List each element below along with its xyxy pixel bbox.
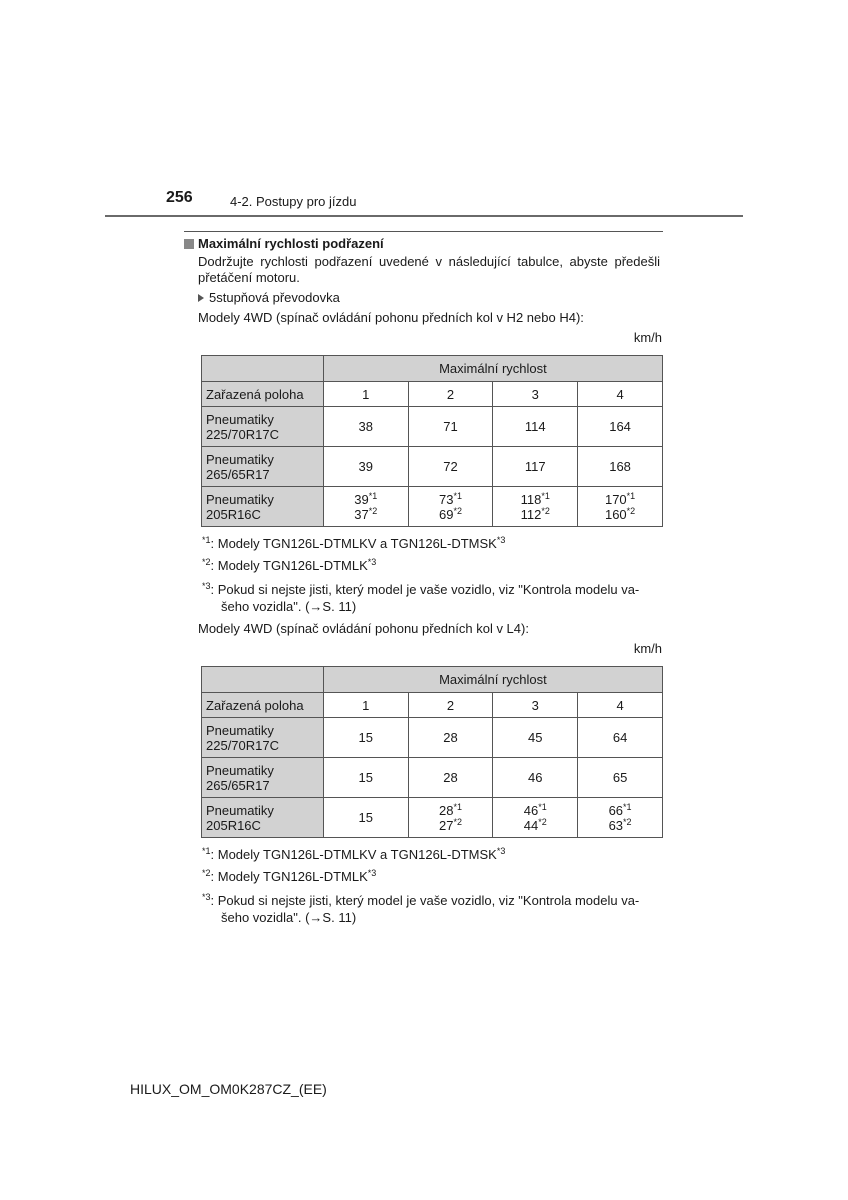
row-header: Zařazená poloha <box>202 693 324 718</box>
gear-header: 1 <box>323 693 408 718</box>
blank-corner-cell <box>202 667 324 693</box>
speed-cell: 15 <box>323 718 408 758</box>
gear-header: 2 <box>408 382 493 407</box>
tyre-label: Pneumatiky 205R16C <box>202 798 324 838</box>
speed-cell-pair: 46$^{*1}$ 44$^{*2}$ <box>493 798 578 838</box>
footnote-2: $^{*2}$: Modely TGN126L-DTMLK$^{*3}$ <box>202 868 377 884</box>
speed-cell: 45 <box>493 718 578 758</box>
section-rule <box>184 231 663 232</box>
speed-cell: 72 <box>408 447 493 487</box>
footnote-1: $^{*1}$: Modely TGN126L-DTMLKV a TGN126L-DTMSK$^{*3}$ <box>202 535 506 551</box>
square-bullet-icon <box>184 239 194 249</box>
speed-cell: 15 <box>323 758 408 798</box>
tyre-label: Pneumatiky 265/65R17 <box>202 447 324 487</box>
gear-header: 3 <box>493 382 578 407</box>
row-header: Zařazená poloha <box>202 382 324 407</box>
speed-cell: 164 <box>578 407 663 447</box>
tyre-label: Pneumatiky 225/70R17C <box>202 407 324 447</box>
gear-header: 4 <box>578 382 663 407</box>
speed-cell-pair: 28$^{*1}$ 27$^{*2}$ <box>408 798 493 838</box>
footnote-3: $^{*3}$: Pokud si nejste jisti, který model je vaše vozidlo, viz "Kontrola modelu va- šeho vozidla". (→S. 11) <box>202 581 640 614</box>
page-number: 256 <box>166 189 193 206</box>
gear-header: 3 <box>493 693 578 718</box>
blank-corner-cell <box>202 356 324 382</box>
tyre-label: Pneumatiky 205R16C <box>202 487 324 527</box>
speed-cell: 39 <box>323 447 408 487</box>
speed-cell-pair: 73$^{*1}$ 69$^{*2}$ <box>408 487 493 527</box>
footnote-3: $^{*3}$: Pokud si nejste jisti, který model je vaše vozidlo, viz "Kontrola modelu va- šeho vozidla". (→S. 11) <box>202 892 640 925</box>
speed-cell: 64 <box>578 718 663 758</box>
section-title-text: Maximální rychlosti podřazení <box>198 236 384 251</box>
speed-cell-pair: 170$^{*1}$ 160$^{*2}$ <box>578 487 663 527</box>
triangle-bullet-icon <box>198 294 204 302</box>
section-intro: Dodržujte rychlosti podřazení uvedené v následující tabulce, abyste předešli přetáčení motoru. <box>198 254 660 285</box>
speed-cell: 114 <box>493 407 578 447</box>
header-rule <box>105 215 743 217</box>
group-header: Maximální rychlost <box>323 667 662 693</box>
speed-table-1 <box>201 355 663 527</box>
speed-cell: 46 <box>493 758 578 798</box>
group-header: Maximální rychlost <box>323 356 662 382</box>
speed-cell: 28 <box>408 718 493 758</box>
table-1-unit: km/h <box>633 330 662 345</box>
speed-cell: 38 <box>323 407 408 447</box>
speed-cell: 71 <box>408 407 493 447</box>
speed-table-2 <box>201 666 663 838</box>
speed-cell: 28 <box>408 758 493 798</box>
transmission-text: 5stupňová převodovka <box>209 290 340 305</box>
speed-cell: 65 <box>578 758 663 798</box>
gear-header: 2 <box>408 693 493 718</box>
footnote-2: $^{*2}$: Modely TGN126L-DTMLK$^{*3}$ <box>202 557 377 573</box>
document-code: HILUX_OM_OM0K287CZ_(EE) <box>130 1081 327 1097</box>
breadcrumb: 4-2. Postupy pro jízdu <box>230 194 357 209</box>
tyre-label: Pneumatiky 265/65R17 <box>202 758 324 798</box>
tyre-label: Pneumatiky 225/70R17C <box>202 718 324 758</box>
speed-cell: 168 <box>578 447 663 487</box>
gear-header: 4 <box>578 693 663 718</box>
section-title <box>184 236 384 251</box>
speed-cell: 117 <box>493 447 578 487</box>
table-1-caption: Modely 4WD (spínač ovládání pohonu předních kol v H2 nebo H4): <box>198 310 584 325</box>
table-2-caption: Modely 4WD (spínač ovládání pohonu předních kol v L4): <box>198 621 529 636</box>
gear-header: 1 <box>323 382 408 407</box>
speed-cell-pair: 118$^{*1}$ 112$^{*2}$ <box>493 487 578 527</box>
speed-cell-pair: 66$^{*1}$ 63$^{*2}$ <box>578 798 663 838</box>
speed-cell-pair: 39$^{*1}$ 37$^{*2}$ <box>323 487 408 527</box>
table-2-unit: km/h <box>633 641 662 656</box>
footnote-1: $^{*1}$: Modely TGN126L-DTMLKV a TGN126L-DTMSK$^{*3}$ <box>202 846 506 862</box>
transmission-label <box>198 290 340 305</box>
speed-cell: 15 <box>323 798 408 838</box>
